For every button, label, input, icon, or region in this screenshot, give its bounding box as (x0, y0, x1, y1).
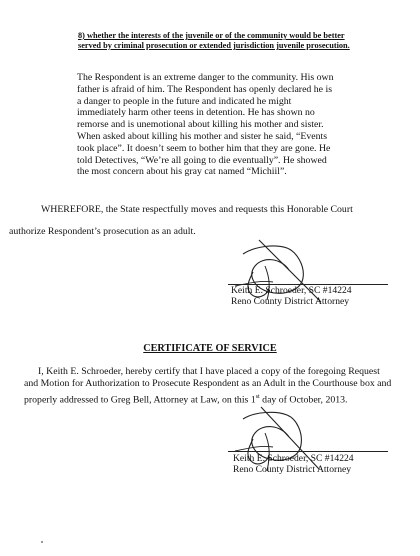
authorize-line: authorize Respondent’s prosecution as an adult. (9, 226, 196, 237)
certificate-body-end: day of October, 2013. (259, 394, 348, 406)
certificate-body (24, 366, 396, 406)
scan-mark (41, 541, 43, 543)
certificate-body-text: I, Keith E. Schroeder, hereby certify that I have placed a copy of the foregoing Request and Motion for Authorization to Prosecute Respondent as an Adult in the Courthouse box and properly addressed to Greg Bell, Attorney at Law, on this 1 (24, 366, 392, 406)
certificate-date-ordinal: st (255, 393, 260, 400)
wherefore-line: WHEREFORE, the State respectfully moves and requests this Honorable Court (41, 204, 353, 215)
certificate-title: CERTIFICATE OF SERVICE (143, 343, 277, 354)
signer-name-1: Keith E. Schroeder, SC #14224 (231, 285, 352, 296)
section-body-paragraph: The Respondent is an extreme danger to the community. His own father is afraid of him. The Respondent has openly declared he is a danger to people in the future and indicated he might immediately harm other teens in detention. He has shown no remorse and is unemotional about killing his mother and sister. When asked about killing his mother and sister he said, “Events took place”. It doesn’t seem to bother him that they are gone. He told Detectives, “We’re all going to die eventually”. He showed the most concern about his gray cat named “Michiil”. (77, 72, 334, 178)
signer-name-2: Keith E. Schroeder, SC #14224 (233, 453, 354, 464)
signature-line-2 (228, 451, 388, 452)
section-heading: 8) whether the interests of the juvenile or of the community would be better served by criminal prosecution or extended jurisdiction juvenile prosecution. (78, 31, 350, 50)
signer-title-2: Reno County District Attorney (233, 464, 352, 475)
signer-title-1: Reno County District Attorney (231, 296, 350, 307)
